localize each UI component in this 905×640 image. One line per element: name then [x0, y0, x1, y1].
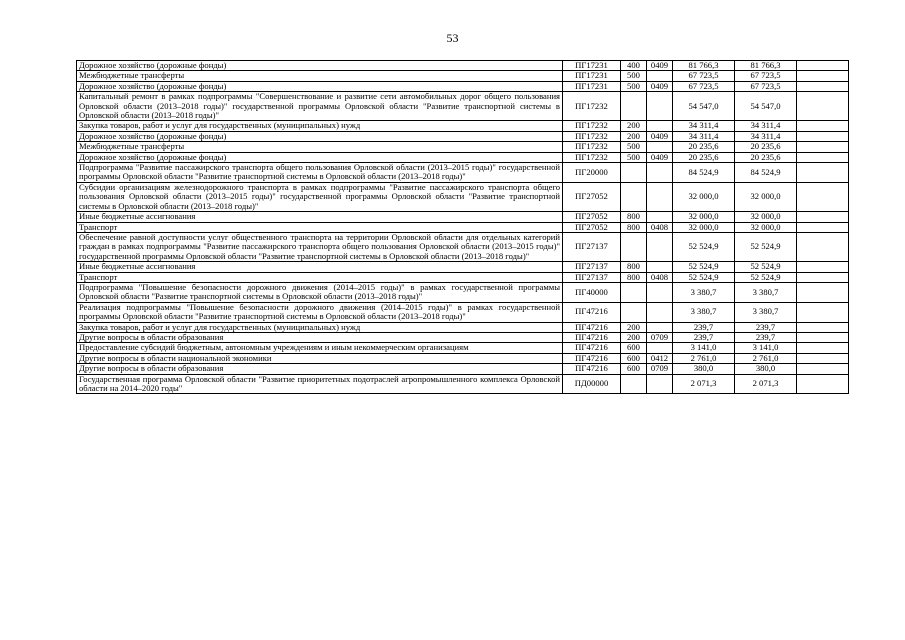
amount-cell-2: 380,0	[735, 364, 797, 374]
table-row	[77, 374, 849, 394]
section-code-cell: 0408	[647, 222, 673, 232]
target-article-cell: ПГ47216	[563, 343, 621, 353]
expense-type-cell	[621, 163, 647, 183]
expense-type-cell: 500	[621, 71, 647, 81]
target-article-cell: ПГ27052	[563, 182, 621, 211]
empty-cell	[797, 163, 849, 183]
table-row	[77, 81, 849, 91]
expense-type-cell: 800	[621, 222, 647, 232]
table-row	[77, 71, 849, 81]
expense-type-cell	[621, 302, 647, 322]
section-code-cell	[647, 322, 673, 332]
table-row	[77, 182, 849, 211]
empty-cell	[797, 222, 849, 232]
expense-type-cell: 200	[621, 322, 647, 332]
target-article-cell: ПГ17232	[563, 131, 621, 141]
amount-cell-1: 3 141,0	[673, 343, 735, 353]
target-article-cell: ПД00000	[563, 374, 621, 394]
empty-cell	[797, 81, 849, 91]
empty-cell	[797, 322, 849, 332]
expense-type-cell: 600	[621, 343, 647, 353]
amount-cell-1: 54 547,0	[673, 92, 735, 121]
table-row	[77, 131, 849, 141]
amount-cell-2: 3 141,0	[735, 343, 797, 353]
amount-cell-1: 32 000,0	[673, 212, 735, 222]
table-row	[77, 332, 849, 342]
row-name-cell: Межбюджетные трансферты	[77, 71, 563, 81]
empty-cell	[797, 131, 849, 141]
expense-type-cell: 500	[621, 142, 647, 152]
amount-cell-2: 67 723,5	[735, 71, 797, 81]
expense-type-cell: 800	[621, 272, 647, 282]
row-name-cell: Межбюджетные трансферты	[77, 142, 563, 152]
amount-cell-1: 84 524,9	[673, 163, 735, 183]
amount-cell-1: 32 000,0	[673, 182, 735, 211]
amount-cell-2: 81 766,3	[735, 61, 797, 71]
target-article-cell: ПГ27052	[563, 212, 621, 222]
section-code-cell: 0409	[647, 61, 673, 71]
expense-type-cell	[621, 282, 647, 302]
table-row	[77, 364, 849, 374]
row-name-cell: Дорожное хозяйство (дорожные фонды)	[77, 131, 563, 141]
table-row	[77, 262, 849, 272]
section-code-cell	[647, 282, 673, 302]
row-name-cell: Предоставление субсидий бюджетным, автономным учреждениям и иным некоммерческим организациям	[77, 343, 563, 353]
empty-cell	[797, 282, 849, 302]
empty-cell	[797, 212, 849, 222]
expense-type-cell	[621, 92, 647, 121]
amount-cell-1: 34 311,4	[673, 121, 735, 131]
expense-type-cell: 200	[621, 121, 647, 131]
amount-cell-2: 52 524,9	[735, 262, 797, 272]
row-name-cell: Закупка товаров, работ и услуг для государственных (муниципальных) нужд	[77, 322, 563, 332]
empty-cell	[797, 374, 849, 394]
amount-cell-1: 32 000,0	[673, 222, 735, 232]
row-name-cell: Транспорт	[77, 272, 563, 282]
row-name-cell: Государственная программа Орловской области "Развитие приоритетных подотраслей агропромышленного комплекса Орловской области на 2014–2020 годы"	[77, 374, 563, 394]
row-name-cell: Другие вопросы в области образования	[77, 364, 563, 374]
target-article-cell: ПГ20000	[563, 163, 621, 183]
table-row	[77, 61, 849, 71]
empty-cell	[797, 302, 849, 322]
table-row	[77, 121, 849, 131]
row-name-cell: Транспорт	[77, 222, 563, 232]
section-code-cell	[647, 374, 673, 394]
target-article-cell: ПГ17232	[563, 152, 621, 162]
amount-cell-2: 239,7	[735, 322, 797, 332]
amount-cell-2: 54 547,0	[735, 92, 797, 121]
row-name-cell: Дорожное хозяйство (дорожные фонды)	[77, 61, 563, 71]
amount-cell-1: 81 766,3	[673, 61, 735, 71]
amount-cell-2: 20 235,6	[735, 142, 797, 152]
section-code-cell: 0709	[647, 332, 673, 342]
table-row	[77, 142, 849, 152]
table-row	[77, 282, 849, 302]
target-article-cell: ПГ17232	[563, 92, 621, 121]
amount-cell-1: 20 235,6	[673, 142, 735, 152]
empty-cell	[797, 92, 849, 121]
section-code-cell	[647, 262, 673, 272]
table-row	[77, 92, 849, 121]
table-row	[77, 212, 849, 222]
amount-cell-2: 34 311,4	[735, 131, 797, 141]
row-name-cell: Субсидии организациям железнодорожного транспорта в рамках подпрограммы "Развитие пассажирского транспорта общего пользования Орловской области (2013–2015 годы)" государственной программы Орловской области "Развитие транспортной системы в Орловской области (2013–2018 годы)"	[77, 182, 563, 211]
target-article-cell: ПГ47216	[563, 302, 621, 322]
amount-cell-2: 3 380,7	[735, 302, 797, 322]
empty-cell	[797, 121, 849, 131]
expense-type-cell: 500	[621, 152, 647, 162]
section-code-cell	[647, 232, 673, 261]
expense-type-cell: 400	[621, 61, 647, 71]
row-name-cell: Дорожное хозяйство (дорожные фонды)	[77, 81, 563, 91]
row-name-cell: Подпрограмма "Повышение безопасности дорожного движения (2014–2015 годы)" в рамках государственной программы Орловской области "Развитие транспортной системы в Орловской области (2013–2018 годы)"	[77, 282, 563, 302]
amount-cell-2: 2 761,0	[735, 353, 797, 363]
empty-cell	[797, 262, 849, 272]
amount-cell-1: 2 761,0	[673, 353, 735, 363]
empty-cell	[797, 142, 849, 152]
row-name-cell: Капитальный ремонт в рамках подпрограммы "Совершенствование и развитие сети автомобильных дорог общего пользования Орловской области (2013–2018 годы)" государственной программы Орловской области "Развитие транспортной системы в Орловской области (2013–2018 годы)"	[77, 92, 563, 121]
empty-cell	[797, 61, 849, 71]
amount-cell-2: 20 235,6	[735, 152, 797, 162]
empty-cell	[797, 364, 849, 374]
target-article-cell: ПГ40000	[563, 282, 621, 302]
amount-cell-1: 239,7	[673, 332, 735, 342]
row-name-cell: Другие вопросы в области национальной экономики	[77, 353, 563, 363]
budget-table	[76, 60, 849, 394]
section-code-cell	[647, 71, 673, 81]
empty-cell	[797, 232, 849, 261]
page-number: 53	[446, 31, 459, 45]
section-code-cell: 0709	[647, 364, 673, 374]
table-row	[77, 322, 849, 332]
target-article-cell: ПГ17232	[563, 142, 621, 152]
expense-type-cell	[621, 182, 647, 211]
empty-cell	[797, 272, 849, 282]
empty-cell	[797, 353, 849, 363]
amount-cell-2: 52 524,9	[735, 232, 797, 261]
expense-type-cell: 600	[621, 364, 647, 374]
table-row	[77, 232, 849, 261]
amount-cell-1: 52 524,9	[673, 262, 735, 272]
amount-cell-2: 34 311,4	[735, 121, 797, 131]
amount-cell-1: 239,7	[673, 322, 735, 332]
amount-cell-1: 3 380,7	[673, 282, 735, 302]
amount-cell-2: 84 524,9	[735, 163, 797, 183]
section-code-cell: 0412	[647, 353, 673, 363]
section-code-cell	[647, 212, 673, 222]
section-code-cell	[647, 142, 673, 152]
amount-cell-1: 67 723,5	[673, 81, 735, 91]
empty-cell	[797, 182, 849, 211]
target-article-cell: ПГ27137	[563, 232, 621, 261]
target-article-cell: ПГ27052	[563, 222, 621, 232]
amount-cell-2: 32 000,0	[735, 182, 797, 211]
target-article-cell: ПГ47216	[563, 364, 621, 374]
row-name-cell: Реализация подпрограммы "Повышение безопасности дорожного движения (2014–2015 годы)" в рамках государственной программы Орловской области "Развитие транспортной системы в Орловской области (2013–2018 годы)"	[77, 302, 563, 322]
amount-cell-1: 67 723,5	[673, 71, 735, 81]
amount-cell-2: 52 524,9	[735, 272, 797, 282]
table-row	[77, 343, 849, 353]
row-name-cell: Иные бюджетные ассигнования	[77, 212, 563, 222]
row-name-cell: Дорожное хозяйство (дорожные фонды)	[77, 152, 563, 162]
table-row	[77, 222, 849, 232]
amount-cell-1: 380,0	[673, 364, 735, 374]
expense-type-cell	[621, 232, 647, 261]
amount-cell-2: 2 071,3	[735, 374, 797, 394]
target-article-cell: ПГ17231	[563, 81, 621, 91]
section-code-cell	[647, 182, 673, 211]
target-article-cell: ПГ17231	[563, 61, 621, 71]
table-row	[77, 163, 849, 183]
table-row	[77, 272, 849, 282]
target-article-cell: ПГ27137	[563, 272, 621, 282]
row-name-cell: Другие вопросы в области образования	[77, 332, 563, 342]
section-code-cell	[647, 92, 673, 121]
empty-cell	[797, 332, 849, 342]
expense-type-cell: 800	[621, 212, 647, 222]
section-code-cell	[647, 302, 673, 322]
expense-type-cell: 600	[621, 353, 647, 363]
amount-cell-1: 52 524,9	[673, 272, 735, 282]
section-code-cell: 0408	[647, 272, 673, 282]
amount-cell-1: 2 071,3	[673, 374, 735, 394]
expense-type-cell: 200	[621, 131, 647, 141]
target-article-cell: ПГ27137	[563, 262, 621, 272]
amount-cell-1: 34 311,4	[673, 131, 735, 141]
amount-cell-2: 32 000,0	[735, 222, 797, 232]
empty-cell	[797, 152, 849, 162]
section-code-cell: 0409	[647, 131, 673, 141]
empty-cell	[797, 343, 849, 353]
table-row	[77, 353, 849, 363]
section-code-cell	[647, 163, 673, 183]
target-article-cell: ПГ47216	[563, 353, 621, 363]
row-name-cell: Закупка товаров, работ и услуг для государственных (муниципальных) нужд	[77, 121, 563, 131]
amount-cell-1: 52 524,9	[673, 232, 735, 261]
expense-type-cell: 200	[621, 332, 647, 342]
row-name-cell: Подпрограмма "Развитие пассажирского транспорта общего пользования Орловской области (2013–2015 годы)" государственной программы Орловской области "Развитие транспортной системы в Орловской области (2013–2018 годы)"	[77, 163, 563, 183]
target-article-cell: ПГ17231	[563, 71, 621, 81]
target-article-cell: ПГ47216	[563, 322, 621, 332]
amount-cell-1: 20 235,6	[673, 152, 735, 162]
table-row	[77, 302, 849, 322]
row-name-cell: Обеспечение равной доступности услуг общественного транспорта на территории Орловской области для отдельных категорий граждан в рамках подпрограммы "Развитие пассажирского транспорта общего пользования Орловской области (2013–2015 годы)" государственной программы Орловской области "Развитие транспортной системы в Орловской области (2013–2018 годы)"	[77, 232, 563, 261]
table-body	[77, 61, 849, 394]
target-article-cell: ПГ47216	[563, 332, 621, 342]
empty-cell	[797, 71, 849, 81]
expense-type-cell	[621, 374, 647, 394]
row-name-cell: Иные бюджетные ассигнования	[77, 262, 563, 272]
section-code-cell: 0409	[647, 152, 673, 162]
amount-cell-1: 3 380,7	[673, 302, 735, 322]
target-article-cell: ПГ17232	[563, 121, 621, 131]
section-code-cell	[647, 121, 673, 131]
table-row	[77, 152, 849, 162]
amount-cell-2: 239,7	[735, 332, 797, 342]
amount-cell-2: 3 380,7	[735, 282, 797, 302]
section-code-cell	[647, 343, 673, 353]
amount-cell-2: 32 000,0	[735, 212, 797, 222]
section-code-cell: 0409	[647, 81, 673, 91]
expense-type-cell: 800	[621, 262, 647, 272]
expense-type-cell: 500	[621, 81, 647, 91]
amount-cell-2: 67 723,5	[735, 81, 797, 91]
